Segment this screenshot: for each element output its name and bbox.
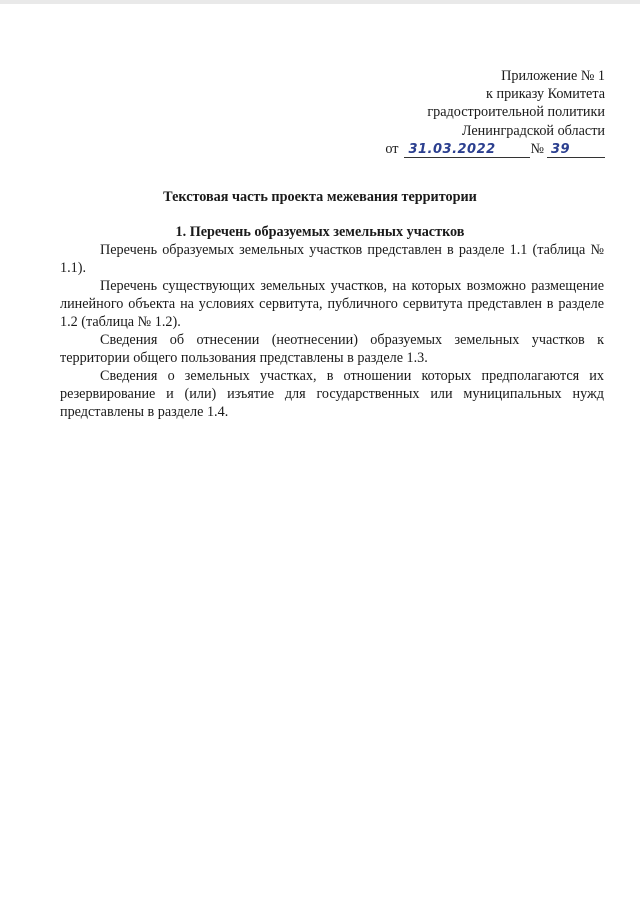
handwritten-date: 31.03.2022	[404, 142, 530, 158]
approval-date-number-line	[385, 140, 605, 158]
section-title: 1. Перечень образуемых земельных участков	[175, 224, 465, 240]
paragraph-reservation: Сведения о земельных участках, в отношении которых предполагаются их резервирование и (или) изъятие для государственных или муниципальных нужд представлены в разделе 1.4.	[60, 368, 604, 420]
approval-line-committee: градостроительной политики	[427, 104, 605, 121]
approval-line-order: к приказу Комитета	[486, 86, 605, 103]
document-body	[60, 241, 604, 421]
approval-block	[385, 67, 605, 158]
scan-top-edge	[0, 0, 640, 4]
paragraph-formed-plots: Перечень образуемых земельных участков представлен в разделе 1.1 (таблица № 1.1).	[60, 242, 604, 276]
paragraph-existing-plots: Перечень существующих земельных участков, на которых возможно размещение линейного объекта на условиях сервитута, публичного сервитута представлен в разделе 1.2 (таблица № 1.2).	[60, 278, 604, 330]
approval-line-region: Ленинградской области	[461, 122, 605, 139]
approval-line-appendix: Приложение № 1	[501, 68, 605, 84]
number-label: №	[530, 140, 544, 157]
paragraph-public-use: Сведения об отнесении (неотнесении) образуемых земельных участков к территории общего пользования представлены в разделе 1.3.	[60, 332, 604, 366]
document-title: Текстовая часть проекта межевания территории	[163, 189, 477, 205]
from-label: от	[385, 140, 399, 157]
handwritten-number: 39	[547, 142, 605, 158]
